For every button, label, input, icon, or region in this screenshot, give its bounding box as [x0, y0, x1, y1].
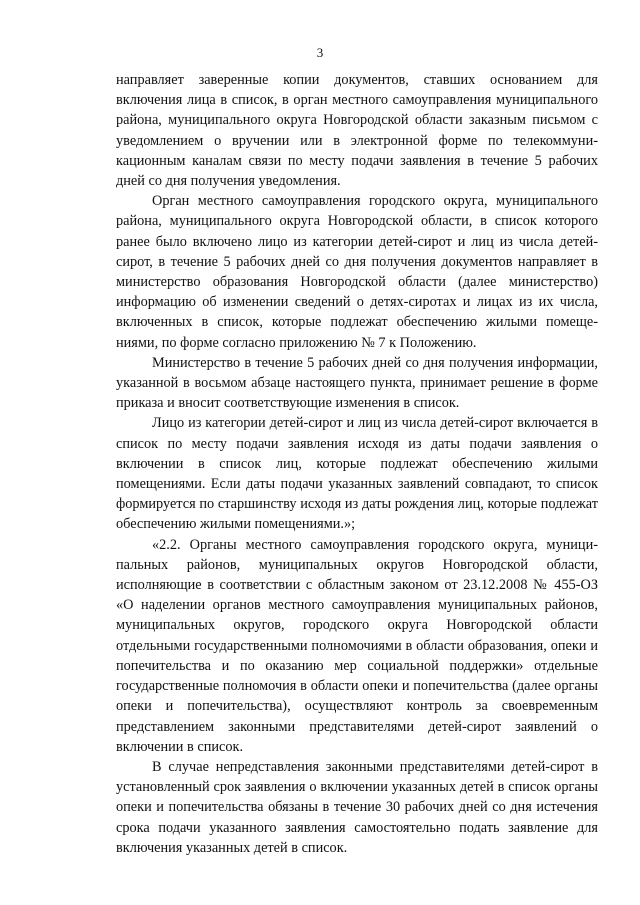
- paragraph-list-inclusion-order: Лицо из категории детей-сирот и лиц из числа детей-сирот включается в список по месту подачи заявления исходя из даты подачи заявления о включении в список лиц, которые подлежат обеспечению жилыми помещениями. Если даты подачи указанных заявлений совпадают, то список формируется по старшинству исходя из даты рождения лиц, которые подлежат обеспечению жилыми помещениями.»;: [116, 415, 598, 533]
- paragraph-local-authority-info: Орган местного самоуправления городского округа, муниципального района, муниципального округа Новгородской области, в список которого ранее было включено лицо из категории детей-сирот и лиц из числа детей-сирот, в течение 5 рабочих дней со дня получения документов направляет в министерство образования Новгородской области (далее министерство) информацию об изменении сведений о детях-сиротах и лицах из их числа, включенных в список, которые подлежат обеспечению жилыми помеще-ниями, по форме согласно приложению № 7 к Положению.: [116, 193, 598, 351]
- paragraph-guardianship-obligation: В случае непредставления законными представителями детей-сирот в установленный срок заявления о включении указанных детей в список органы опеки и попечительства обязаны в течение 30 рабочих дней со дня истечения срока подачи указанного заявления самостоятельно подать заявление для включения указанных детей в список.: [116, 758, 598, 856]
- paragraph-ministry-decision: Министерство в течение 5 рабочих дней со дня получения информации, указанной в восьмом абзаце настоящего пункта, принимает решение в форме приказа и вносит соответствующие изменения в список.: [116, 354, 598, 412]
- paragraph-continuation: направляет заверенные копии документов, ставших основанием для включения лица в список, в орган местного самоуправления муниципального района, муниципального округа Новгородской области заказным письмом с уведомлением о вручении или в электронной форме по телекоммуни-кационным каналам связи по месту подачи заявления в течение 5 рабочих дней со дня получения уведомления.: [116, 72, 598, 190]
- document-body: [116, 70, 598, 858]
- page-number: 3: [316, 45, 324, 60]
- paragraph-section-2-2: «2.2. Органы местного самоуправления городского округа, муници-пальных районов, муниципальных округов Новгородской области, исполняющие в соответствии с областным законом от 23.12.2008 № 455-ОЗ «О наделении органов местного самоуправления муниципальных районов, муниципальных округов, городского округа Новгородской области отдельными государственными полномочиями в области образования, опеки и попечительства и по оказанию мер социальной поддержки» отдельные государственные полномочия в области опеки и попечительства (далее органы опеки и попечительства), осуществляют контроль за своевременным представлением законными представителями детей-сирот заявлений о включении в список.: [116, 536, 598, 755]
